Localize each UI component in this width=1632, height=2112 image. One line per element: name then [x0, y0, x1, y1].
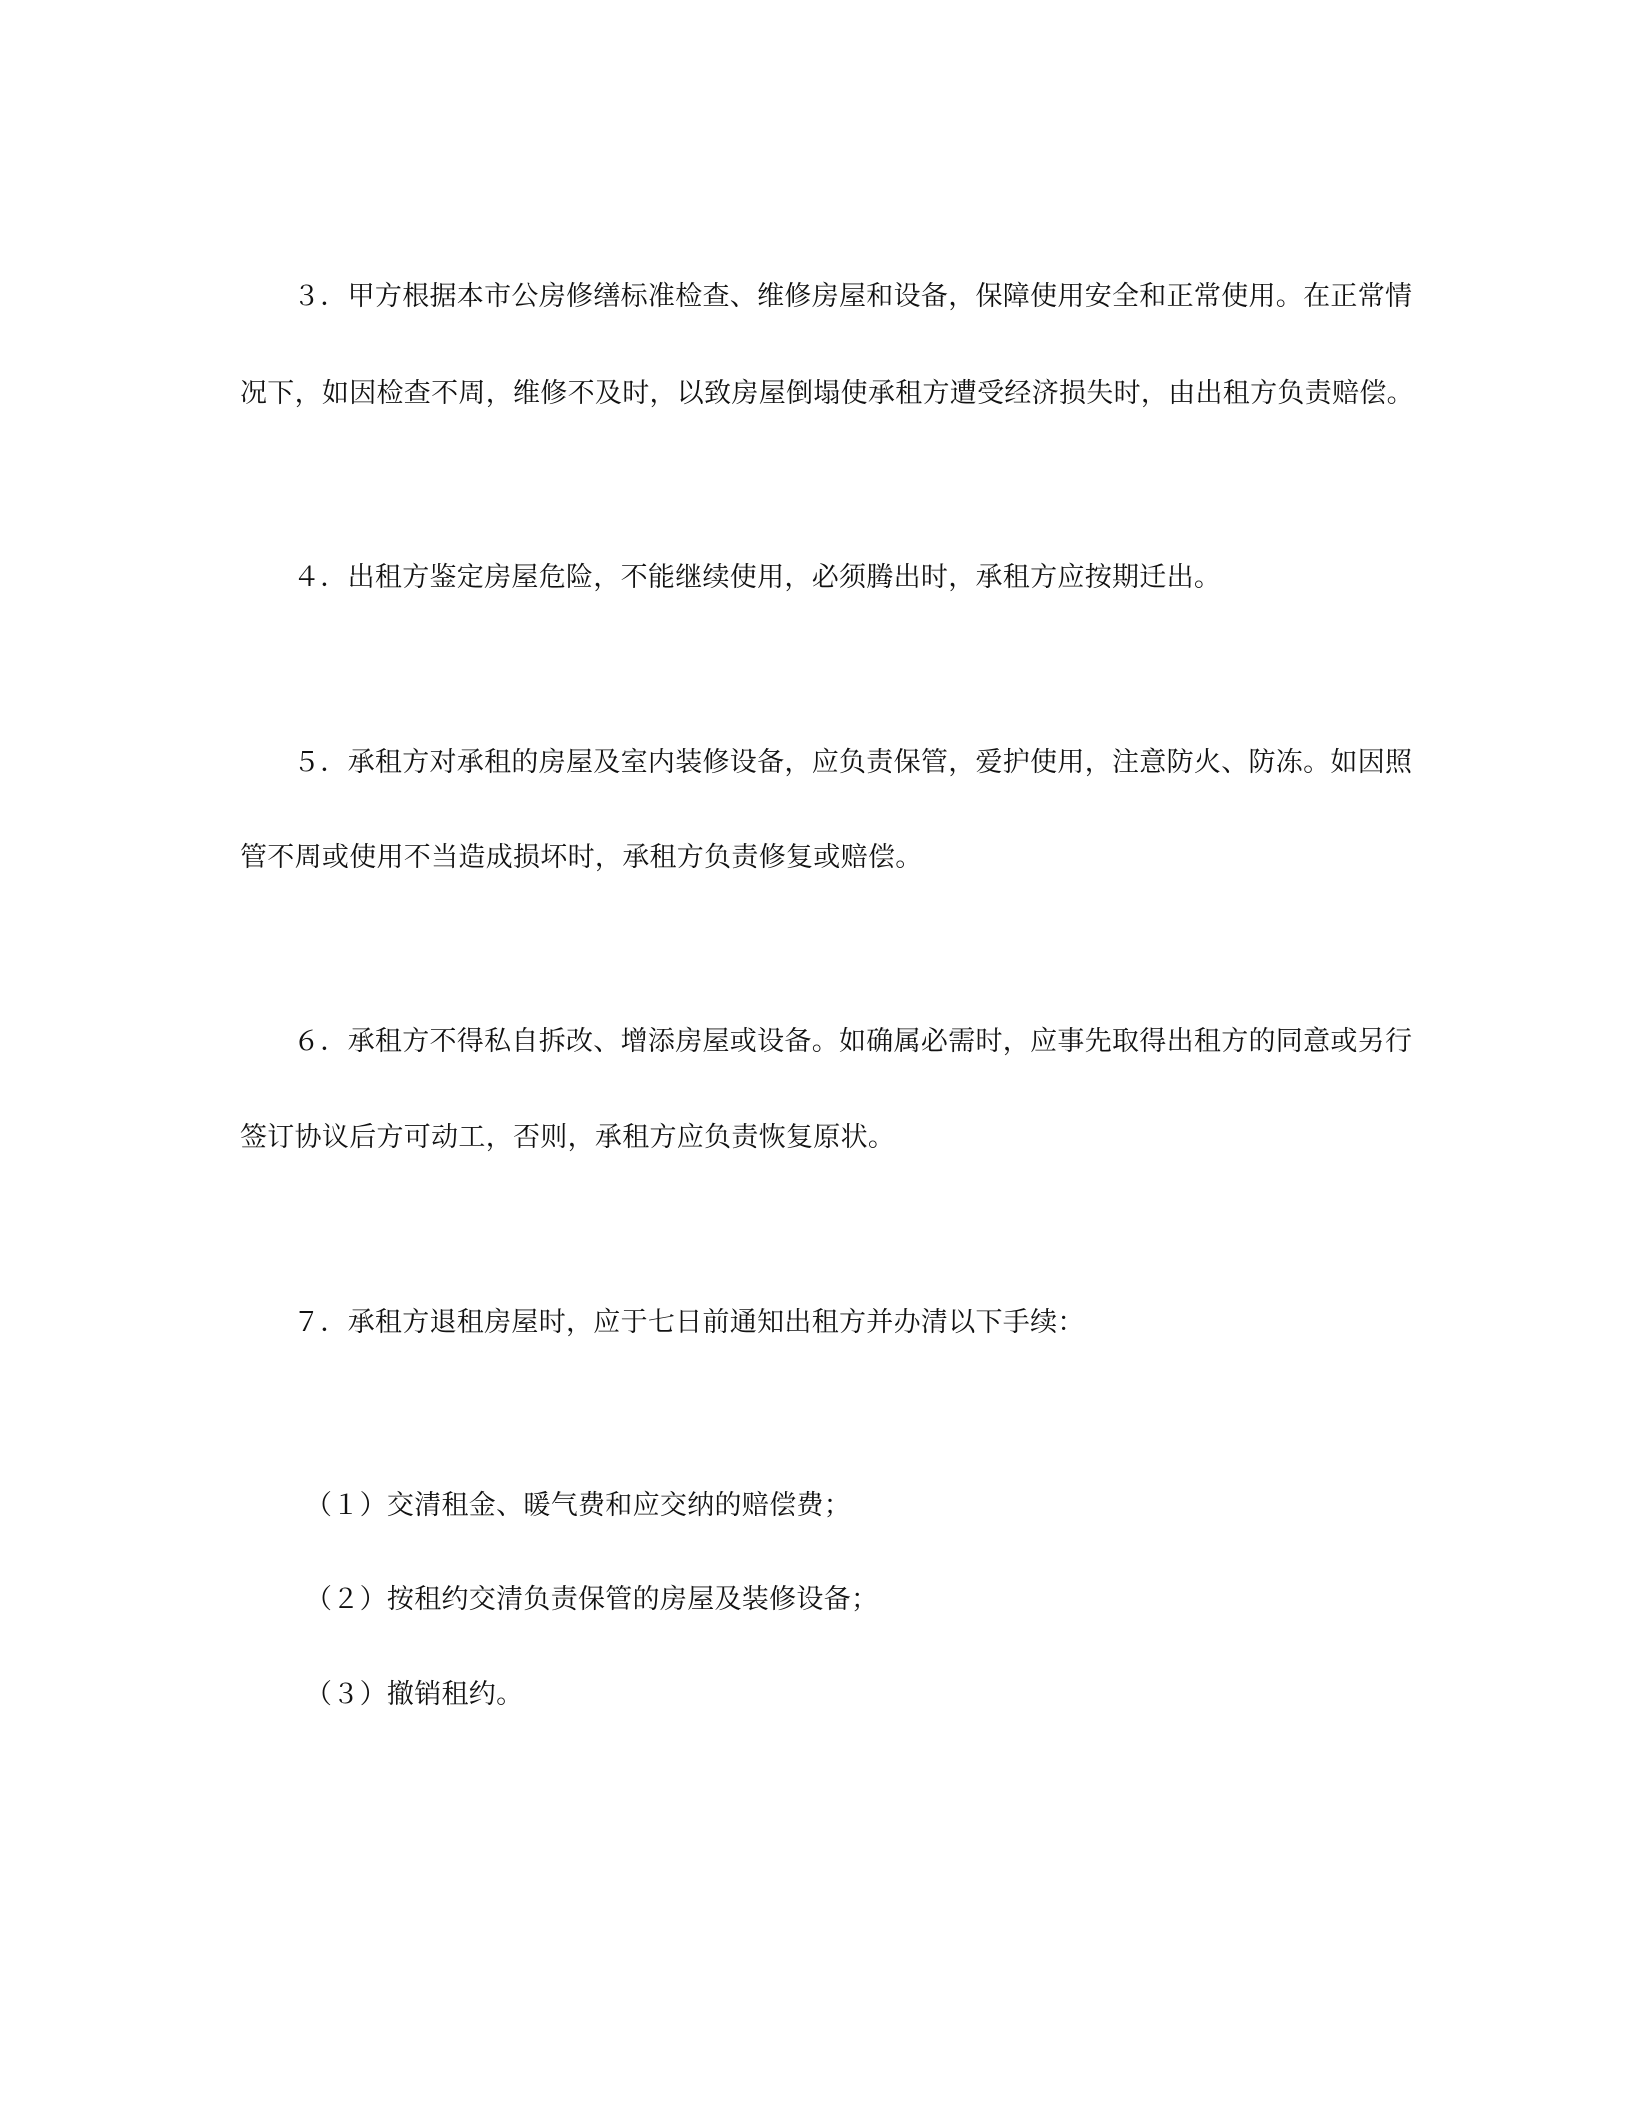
clause-3-line-1: ３．甲方根据本市公房修缮标准检查、维修房屋和设备，保障使用安全和正常使用。在正常情 [293, 281, 1413, 312]
clause-4-line-1: ４．出租方鉴定房屋危险，不能继续使用，必须腾出时，承租方应按期迁出。 [293, 562, 1222, 593]
clause-7-line-1: ７．承租方退租房屋时，应于七日前通知出租方并办清以下手续： [293, 1307, 1085, 1338]
clause-6-line-2: 签订协议后方可动工，否则，承租方应负责恢复原状。 [240, 1122, 896, 1153]
sub-item-3: （３）撤销租约。 [305, 1679, 524, 1710]
clause-3-line-2: 况下，如因检查不周，维修不及时，以致房屋倒塌使承租方遭受经济损失时，由出租方负责赔偿。 [240, 378, 1414, 409]
clause-5-line-2: 管不周或使用不当造成损坏时，承租方负责修复或赔偿。 [240, 842, 923, 873]
sub-item-2: （２）按租约交清负责保管的房屋及装修设备； [305, 1584, 879, 1615]
clause-6-line-1: ６．承租方不得私自拆改、增添房屋或设备。如确属必需时，应事先取得出租方的同意或另行 [293, 1026, 1413, 1057]
sub-item-1: （１）交清租金、暖气费和应交纳的赔偿费； [305, 1490, 851, 1521]
clause-5-line-1: ５．承租方对承租的房屋及室内装修设备，应负责保管，爱护使用，注意防火、防冻。如因照 [293, 747, 1413, 778]
